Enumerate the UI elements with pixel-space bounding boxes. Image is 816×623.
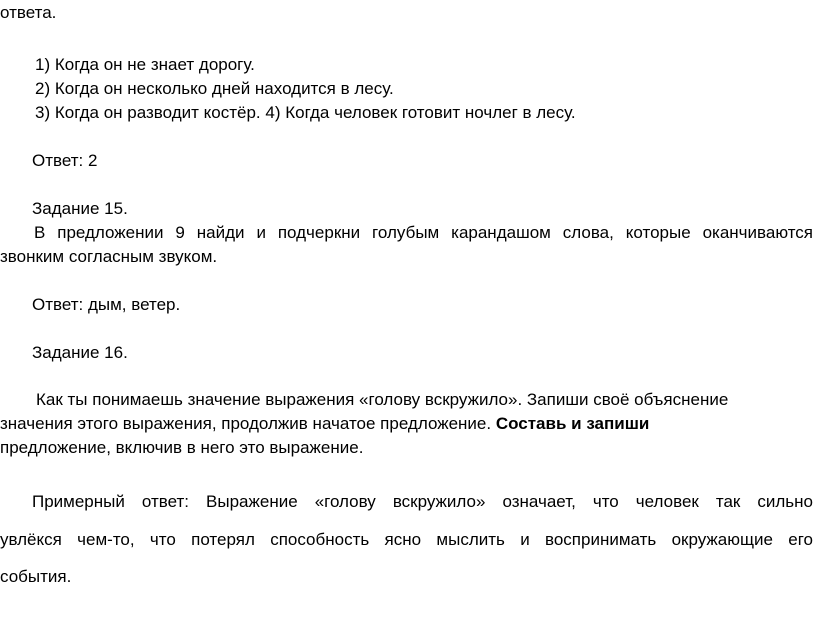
- task-15-answer: Ответ: дым, ветер.: [32, 295, 181, 314]
- option-1: 1) Когда он не знает дорогу.: [35, 55, 255, 74]
- sample-answer-line1: Примерный ответ: Выражение «голову вскружило» означает, что человек так сильно: [32, 492, 813, 511]
- sample-answer-line2: увлёкся чем-то, что потерял способность ясно мыслить и воспринимать окружающие его: [0, 530, 813, 549]
- task-15-text-line2: звонким согласным звуком.: [0, 247, 218, 266]
- task-16-text-line3: предложение, включив в него это выражение.: [0, 438, 364, 457]
- answer-14: Ответ: 2: [32, 151, 98, 170]
- sample-answer-line3: события.: [0, 567, 72, 586]
- task-15-text-line1: В предложении 9 найди и подчеркни голубым карандашом слова, которые оканчиваются: [34, 223, 813, 242]
- task-16-text-line2: [0, 414, 649, 434]
- task-16-text-line2-bold: Составь и запиши: [495, 414, 650, 433]
- intro-fragment: ответа.: [0, 3, 57, 22]
- task-16-text-line1: Как ты понимаешь значение выражения «голову вскружило». Запиши своё объяснение: [36, 390, 729, 409]
- task-16-text-line2-plain: значения этого выражения, продолжив начатое предложение.: [0, 414, 496, 433]
- task-15-title: Задание 15.: [32, 199, 128, 218]
- option-3-4: 3) Когда он разводит костёр. 4) Когда человек готовит ночлег в лесу.: [35, 103, 576, 122]
- option-2: 2) Когда он несколько дней находится в лесу.: [35, 79, 394, 98]
- task-16-title: Задание 16.: [32, 343, 128, 362]
